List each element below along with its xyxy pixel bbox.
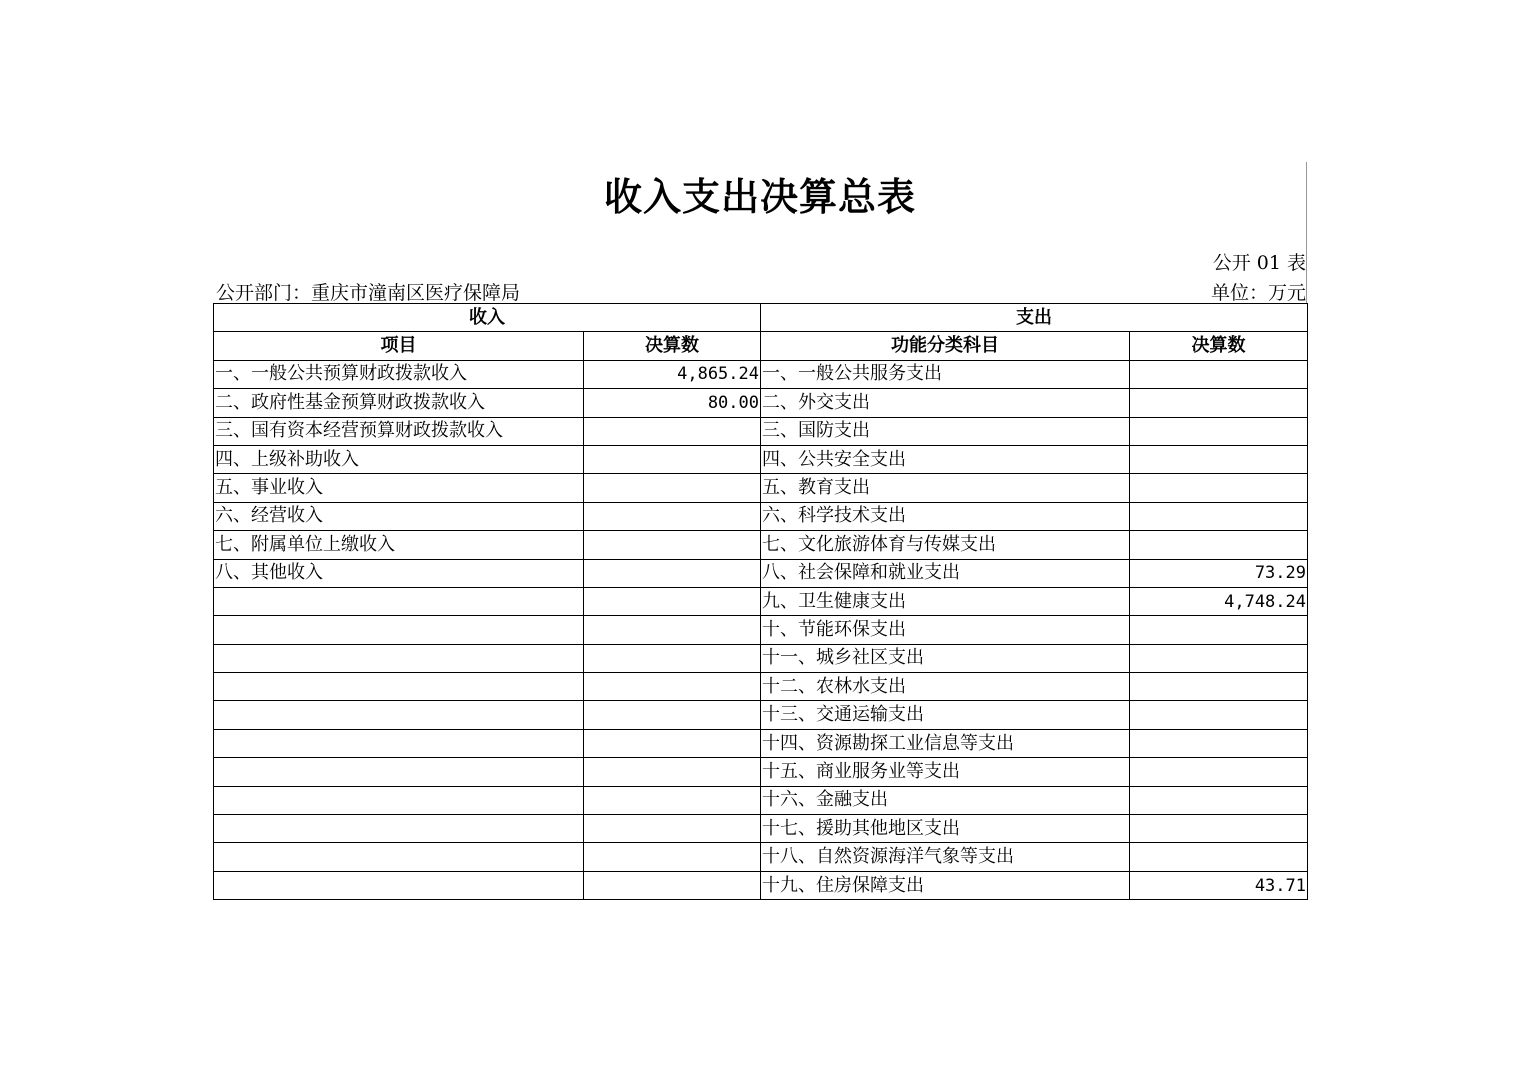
income-item-cell: 六、经营收入 (214, 502, 584, 530)
expense-item-cell: 十一、城乡社区支出 (761, 644, 1130, 672)
col-header-item: 项目 (214, 332, 584, 360)
expense-item-cell: 十五、商业服务业等支出 (761, 758, 1130, 786)
table-row (214, 445, 1308, 473)
income-amount-cell (584, 786, 761, 814)
income-item-cell (214, 701, 584, 729)
income-amount-cell (584, 587, 761, 615)
income-amount-cell (584, 673, 761, 701)
income-item-cell: 三、国有资本经营预算财政拨款收入 (214, 417, 584, 445)
expense-item-cell: 五、教育支出 (761, 474, 1130, 502)
expense-item-cell: 十八、自然资源海洋气象等支出 (761, 843, 1130, 871)
table-row (214, 644, 1308, 672)
expense-amount-cell (1130, 417, 1308, 445)
income-item-cell (214, 871, 584, 899)
expense-amount-cell (1130, 673, 1308, 701)
income-item-cell: 八、其他收入 (214, 559, 584, 587)
page-title: 收入支出决算总表 (603, 175, 916, 219)
expense-item-cell: 十六、金融支出 (761, 786, 1130, 814)
expense-item-cell: 九、卫生健康支出 (761, 587, 1130, 615)
table-row (214, 531, 1308, 559)
income-item-cell: 五、事业收入 (214, 474, 584, 502)
table-row (214, 587, 1308, 615)
table-row (214, 389, 1308, 417)
table-row (214, 474, 1308, 502)
expense-amount-cell (1130, 729, 1308, 757)
income-item-cell (214, 673, 584, 701)
income-item-cell: 七、附属单位上缴收入 (214, 531, 584, 559)
expense-amount-cell (1130, 758, 1308, 786)
income-item-cell (214, 843, 584, 871)
table-row (214, 701, 1308, 729)
table-row (214, 758, 1308, 786)
income-item-cell (214, 616, 584, 644)
income-amount-cell (584, 871, 761, 899)
table-row (214, 502, 1308, 530)
expense-item-cell: 十七、援助其他地区支出 (761, 815, 1130, 843)
income-amount-cell (584, 417, 761, 445)
table-row (214, 616, 1308, 644)
income-amount-cell (584, 701, 761, 729)
expense-amount-cell: 43.71 (1130, 871, 1308, 899)
income-item-cell (214, 644, 584, 672)
expense-amount-cell (1130, 815, 1308, 843)
expense-amount-cell (1130, 502, 1308, 530)
income-item-cell (214, 815, 584, 843)
expense-amount-cell (1130, 531, 1308, 559)
table-row (214, 673, 1308, 701)
table-row (214, 871, 1308, 899)
income-amount-cell (584, 559, 761, 587)
income-amount-cell (584, 474, 761, 502)
income-item-cell (214, 758, 584, 786)
table-row (214, 360, 1308, 388)
expense-item-cell: 三、国防支出 (761, 417, 1130, 445)
income-amount-cell (584, 616, 761, 644)
expense-item-cell: 四、公共安全支出 (761, 445, 1130, 473)
table-row (214, 786, 1308, 814)
expense-item-cell: 十九、住房保障支出 (761, 871, 1130, 899)
expense-amount-cell (1130, 701, 1308, 729)
expense-item-cell: 八、社会保障和就业支出 (761, 559, 1130, 587)
table-row (214, 729, 1308, 757)
income-amount-cell (584, 445, 761, 473)
income-item-cell: 二、政府性基金预算财政拨款收入 (214, 389, 584, 417)
income-item-cell: 四、上级补助收入 (214, 445, 584, 473)
income-amount-cell (584, 758, 761, 786)
col-header-income-amount: 决算数 (584, 332, 761, 360)
income-item-cell (214, 729, 584, 757)
expense-amount-cell (1130, 644, 1308, 672)
income-amount-cell (584, 502, 761, 530)
expense-amount-cell (1130, 786, 1308, 814)
expense-item-cell: 十三、交通运输支出 (761, 701, 1130, 729)
expense-section-header: 支出 (761, 304, 1308, 332)
income-amount-cell (584, 729, 761, 757)
expense-item-cell: 二、外交支出 (761, 389, 1130, 417)
income-amount-cell (584, 843, 761, 871)
expense-amount-cell: 73.29 (1130, 559, 1308, 587)
income-item-cell (214, 786, 584, 814)
expense-amount-cell (1130, 843, 1308, 871)
expense-item-cell: 十二、农林水支出 (761, 673, 1130, 701)
expense-item-cell: 六、科学技术支出 (761, 502, 1130, 530)
department-label: 公开部门：重庆市潼南区医疗保障局 (216, 282, 521, 304)
expense-amount-cell (1130, 474, 1308, 502)
column-header-row (214, 332, 1308, 360)
expense-item-cell: 十四、资源勘探工业信息等支出 (761, 729, 1130, 757)
income-amount-cell (584, 644, 761, 672)
expense-item-cell: 十、节能环保支出 (761, 616, 1130, 644)
income-item-cell (214, 587, 584, 615)
table-row (214, 417, 1308, 445)
table-row (214, 843, 1308, 871)
expense-item-cell: 一、一般公共服务支出 (761, 360, 1130, 388)
expense-amount-cell (1130, 389, 1308, 417)
income-expense-table (213, 303, 1308, 900)
sheet-edge-line (1306, 162, 1307, 304)
income-amount-cell: 80.00 (584, 389, 761, 417)
expense-amount-cell: 4,748.24 (1130, 587, 1308, 615)
section-header-row (214, 304, 1308, 332)
expense-amount-cell (1130, 445, 1308, 473)
col-header-expense-amount: 决算数 (1130, 332, 1308, 360)
expense-item-cell: 七、文化旅游体育与传媒支出 (761, 531, 1130, 559)
income-amount-cell (584, 531, 761, 559)
form-number: 公开 01 表 (1212, 252, 1306, 274)
expense-amount-cell (1130, 360, 1308, 388)
col-header-function: 功能分类科目 (761, 332, 1130, 360)
table-row (214, 559, 1308, 587)
table-row (214, 815, 1308, 843)
income-item-cell: 一、一般公共预算财政拨款收入 (214, 360, 584, 388)
income-amount-cell: 4,865.24 (584, 360, 761, 388)
unit-label: 单位：万元 (1210, 282, 1306, 304)
expense-amount-cell (1130, 616, 1308, 644)
income-amount-cell (584, 815, 761, 843)
income-section-header: 收入 (214, 304, 761, 332)
